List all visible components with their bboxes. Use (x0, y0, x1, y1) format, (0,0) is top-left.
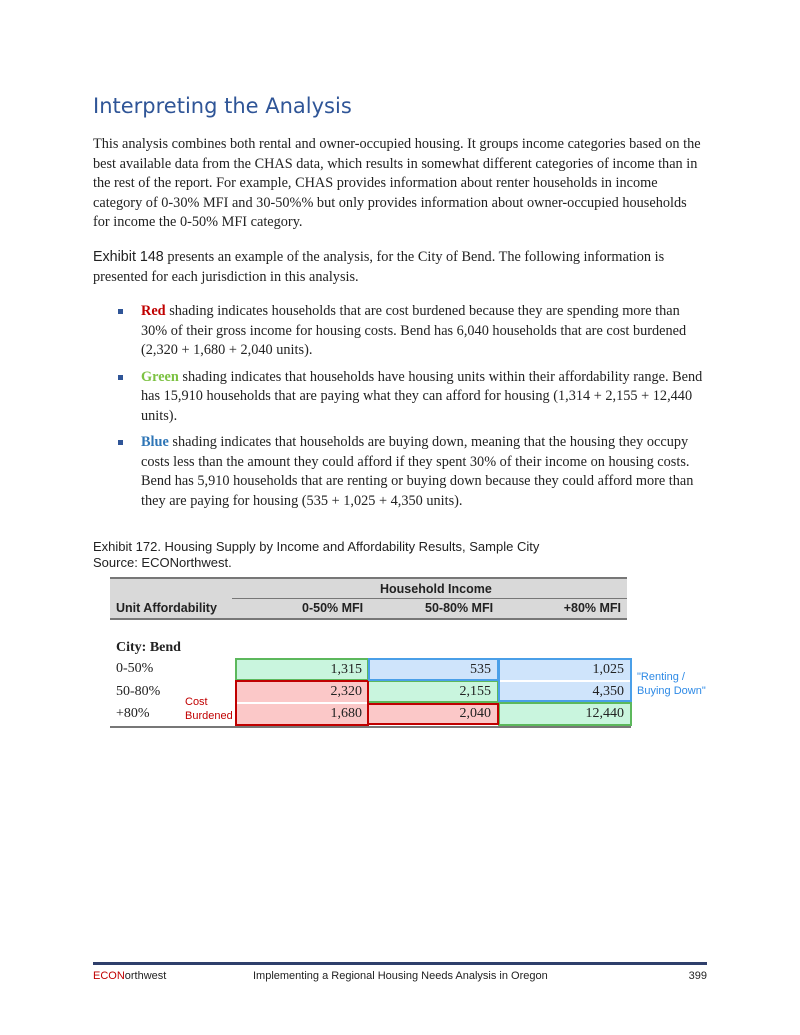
renting-note: "Renting / Buying Down" (637, 671, 706, 697)
brand-econ: ECON (93, 970, 125, 982)
exhibit-paragraph (93, 248, 705, 287)
table-cell: 2,040 (369, 704, 497, 724)
group-header: Household Income (380, 582, 492, 596)
list-item (118, 302, 708, 361)
green-outline (498, 702, 632, 726)
row-label: 50-80% (116, 684, 161, 699)
divider (232, 598, 627, 599)
bullet-text: shading indicates households that are cost burdened because they are spending more than 30% of their gross income for housing costs. Bend has 6,040 households that are cost burdened (2,320 + 1,680 + 2,040 units). (141, 303, 687, 358)
green-keyword: Green (141, 368, 179, 385)
table-cell: 12,440 (500, 704, 630, 724)
column-header: 0-50% MFI (302, 601, 364, 615)
table-cell: 4,350 (500, 682, 630, 702)
red-keyword: Red (141, 303, 166, 319)
exhibit-caption (93, 539, 539, 571)
table-cell: 1,680 (237, 704, 368, 724)
divider (110, 726, 631, 728)
page-number: 399 (688, 970, 707, 982)
footer-title: Implementing a Regional Housing Needs Analysis in Oregon (253, 970, 548, 982)
blue-outline (498, 658, 632, 702)
brand-northwest: orthwest (124, 970, 167, 982)
table-header (110, 577, 627, 620)
page-footer (93, 962, 707, 982)
row-header: Unit Affordability (116, 601, 217, 615)
blue-keyword: Blue (141, 434, 169, 450)
caption-source: Source: ECONorthwest. (93, 555, 232, 570)
cost-burdened-note: Cost Burdened (185, 696, 233, 722)
list-item (118, 368, 708, 427)
blue-outline (368, 658, 499, 681)
table-cell: 2,320 (237, 682, 368, 702)
bullet-text: shading indicates that households are buying down, meaning that the housing they occupy costs less than the amount they could afford if they spent 30% of their income on housing costs. Bend has 5,910 households that are renting or buying down because they could afford more than they are paying for housing (535 + 1,025 + 4,350 units). (141, 434, 694, 509)
footer-brand (93, 970, 166, 982)
row-label: 0-50% (116, 661, 154, 676)
city-label: City: Bend (116, 640, 181, 655)
green-outline (367, 680, 499, 703)
caption-title: Exhibit 172. Housing Supply by Income and Affordability Results, Sample City (93, 539, 540, 554)
exhibit-reference[interactable]: Exhibit 148 (93, 249, 164, 265)
list-item (118, 433, 708, 511)
column-header: 50-80% MFI (425, 601, 494, 615)
table-cell: 2,155 (369, 682, 497, 702)
shading-legend-list (118, 302, 708, 518)
bullet-icon (118, 440, 123, 445)
red-outline (367, 703, 499, 725)
bullet-text: shading indicates that households have housing units within their affordability range. Bend has 15,910 households that are paying what they can afford for housing (1,314 + 2,155 + 12,440 units). (141, 368, 703, 424)
bullet-icon (118, 309, 123, 314)
red-outline (235, 680, 369, 726)
column-header: +80% MFI (563, 601, 621, 615)
intro-paragraph: This analysis combines both rental and owner-occupied housing. It groups income categories based on the best available data from the CHAS data, which results in somewhat different categories of income than in the rest of the report. For example, CHAS provides information about renter households in income category of 0-30% MFI and 30-50%% but only provides information about owner-occupied households for income the 0-50% MFI category. (93, 136, 701, 230)
table-cell: 535 (369, 660, 497, 680)
section-title: Interpreting the Analysis (93, 94, 352, 118)
exhibit-paragraph-text: presents an example of the analysis, for the City of Bend. The following information is presented for each jurisdiction in this analysis. (93, 249, 665, 285)
row-label: +80% (116, 706, 150, 721)
bullet-icon (118, 375, 123, 380)
green-outline (235, 658, 369, 681)
table-cell: 1,025 (500, 660, 630, 680)
table-cell: 1,315 (237, 660, 368, 680)
